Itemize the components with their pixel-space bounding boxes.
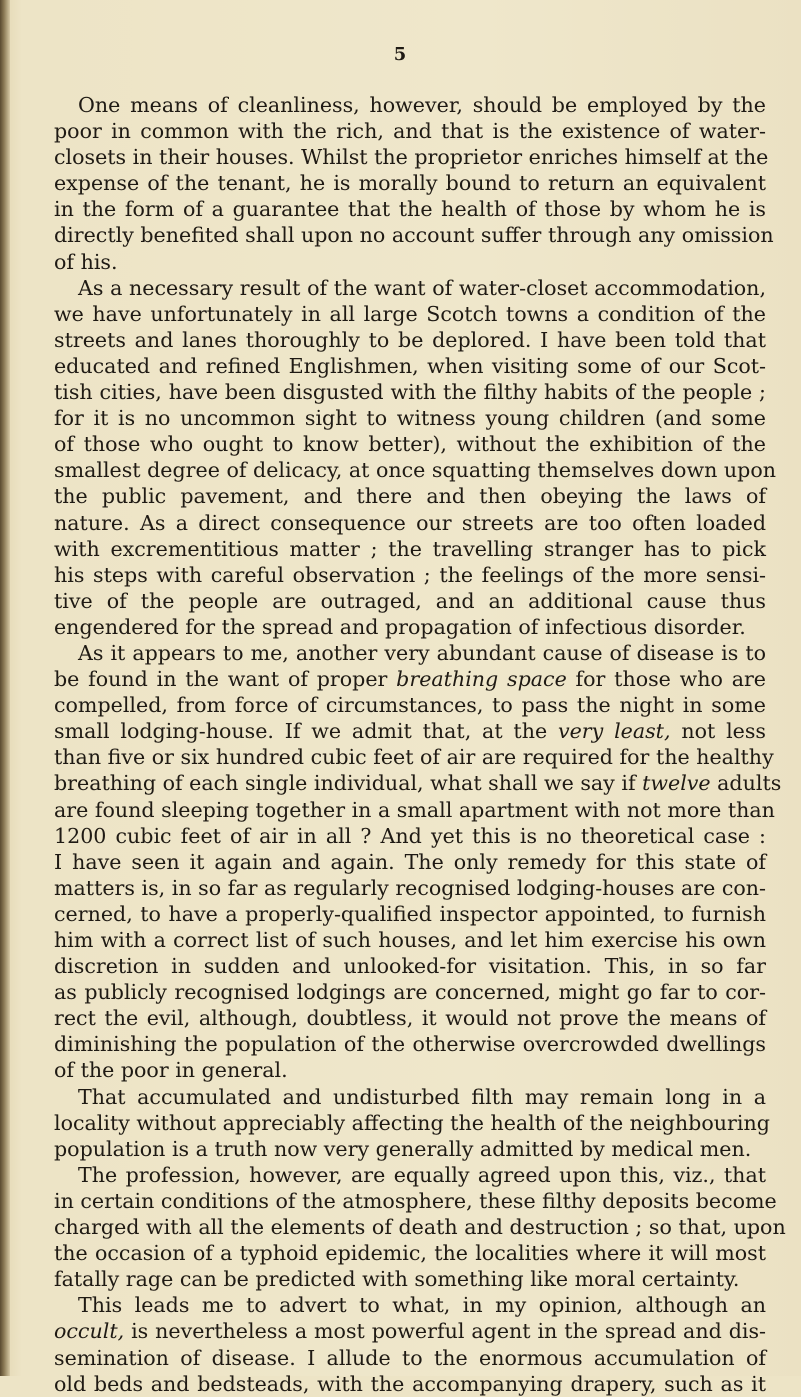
text-line [54,1188,777,1214]
text-line [54,431,766,457]
text-segment: is nevertheless a most powerful agent in the spread and dis- [124,1319,766,1344]
text-segment: I have seen it again and again. The only remedy for this state of [54,849,766,874]
text-line [54,1005,766,1031]
text-line [54,510,766,536]
text-segment: in the form of a guarantee that the health of those by whom he is [54,197,766,222]
text-segment: discretion in sudden and unlooked-for visitation. This, in so far [54,954,766,979]
text-segment: of his. [54,249,118,274]
text-segment: tive of the people are outraged, and an additional cause thus [54,588,766,613]
text-line [54,327,766,353]
text-line [54,1371,766,1397]
text-segment: rect the evil, although, doubtless, it would not prove the means of [54,1006,766,1031]
text-segment: be found in the want of proper [54,667,397,692]
text-line [54,457,776,483]
text-line [54,1110,770,1136]
text-line [54,144,769,170]
text-segment: smallest degree of delicacy, at once squatting themselves down upon [54,458,776,483]
text-segment: we have unfortunately in all large Scotch towns a condition of the [54,301,766,326]
text-line [54,770,782,796]
text-line [54,1318,766,1344]
text-line [54,1240,766,1266]
text-line [54,718,766,744]
text-segment: One means of cleanliness, however, should be employed by the [78,93,766,117]
text-line [54,301,766,327]
text-segment: engendered for the spread and propagation of infectious disorder. [54,614,746,639]
text-line [54,1345,766,1371]
text-segment: for those who are [566,667,766,692]
text-line [54,92,766,118]
text-segment: The profession, however, are equally agreed upon this, viz., that [78,1162,766,1187]
text-line [54,823,766,849]
text-segment: are found sleeping together in a small apartment with not more than [54,797,775,822]
text-line [54,1266,766,1292]
text-segment: As a necessary result of the want of water-closet accommodation, [78,275,766,300]
text-segment: of the poor in general. [54,1058,288,1083]
text-segment: educated and refined Englishmen, when visiting some of our Scot- [54,353,766,378]
text-segment: than five or six hundred cubic feet of air are required for the healthy [54,745,774,770]
text-segment: fatally rage can be predicted with something like moral certainty. [54,1267,740,1292]
text-line [54,222,774,248]
text-line [54,536,766,562]
text-line [54,1214,786,1240]
text-segment: for it is no uncommon sight to witness young children (and some [54,406,766,431]
text-segment: small lodging-house. If we admit that, at the [54,719,558,744]
text-line [54,405,766,431]
text-line [54,1136,766,1162]
text-line [54,353,766,379]
text-segment: nature. As a direct consequence our streets are too often loaded [54,510,766,535]
text-line [54,666,766,692]
text-line [54,953,766,979]
text-line [54,744,774,770]
text-line [54,849,766,875]
text-line [54,640,766,666]
text-line [54,562,766,588]
text-segment: 1200 cubic feet of air in all ? And yet this is no theoretical case : [54,823,766,848]
text-line [54,1031,766,1057]
text-segment: streets and lanes thoroughly to be deplored. I have been told that [54,327,766,352]
text-segment: him with a correct list of such houses, and let him exercise his own [54,928,766,952]
text-line [54,275,766,301]
text-segment: As it appears to me, another very abundant cause of disease is to [78,640,766,665]
text-segment: old beds and bedsteads, with the accompanying drapery, such as it [54,1371,766,1396]
text-line [54,379,766,405]
italic-emphasis: very least, [557,719,671,744]
text-line [54,1057,766,1083]
text-segment: breathing of each single individual, what shall we say if [54,771,643,796]
text-line [54,588,766,614]
text-segment: as publicly recognised lodgings are concerned, might go far to cor- [54,980,766,1005]
text-line [54,614,766,640]
text-segment: locality without appreciably affecting the health of the neighbouring [54,1110,770,1135]
text-line [54,170,766,196]
italic-emphasis: breathing space [396,667,567,692]
text-segment: matters is, in so far as regularly recognised lodging-houses are con- [54,875,766,900]
text-line [54,692,766,718]
text-segment: cerned, to have a properly-qualified inspector appointed, to furnish [54,901,766,926]
text-segment: This leads me to advert to what, in my opinion, although an [78,1293,766,1318]
text-line [54,1292,766,1318]
text-segment: charged with all the elements of death and destruction ; so that, upon [54,1215,786,1240]
italic-emphasis: twelve [642,771,711,796]
text-segment: with excrementitious matter ; the travelling stranger has to pick [54,536,766,561]
text-line [54,249,766,275]
text-segment: his steps with careful observation ; the feelings of the more sensi- [54,562,766,587]
text-line [54,875,766,901]
text-segment: closets in their houses. Whilst the proprietor enriches himself at the [54,145,769,170]
page-binding-edge [0,0,10,1376]
text-segment: poor in common with the rich, and that is the existence of water- [54,119,766,144]
text-segment: expense of the tenant, he is morally bound to return an equivalent [54,171,766,196]
text-segment: not less [670,719,766,744]
text-line [54,979,766,1005]
text-line [54,1084,766,1110]
text-line [54,927,766,953]
text-segment: population is a truth now very generally admitted by medical men. [54,1136,752,1161]
text-segment: of those who ought to know better), without the exhibition of the [54,432,766,457]
text-segment: tish cities, have been disgusted with the filthy habits of the people ; [54,380,766,405]
text-segment: compelled, from force of circumstances, to pass the night in some [54,693,766,718]
text-segment: diminishing the population of the otherwise overcrowded dwellings [54,1032,766,1057]
text-line [54,1162,766,1188]
text-segment: adults [710,771,782,796]
body-text [54,92,786,1397]
text-segment: the occasion of a typhoid epidemic, the localities where it will most [54,1241,766,1266]
text-line [54,483,766,509]
text-segment: That accumulated and undisturbed filth may remain long in a [78,1084,766,1109]
text-segment: semination of disease. I allude to the enormous accumulation of [54,1345,766,1370]
italic-emphasis: occult, [54,1319,125,1344]
text-line [54,118,766,144]
text-segment: directly benefited shall upon no account suffer through any omission [54,223,774,248]
text-line [54,196,766,222]
text-line [54,797,775,823]
text-line [54,901,766,927]
text-segment: in certain conditions of the atmosphere, these filthy deposits become [54,1188,777,1213]
page-number: 5 [393,44,408,65]
text-segment: the public pavement, and there and then obeying the laws of [54,484,766,509]
